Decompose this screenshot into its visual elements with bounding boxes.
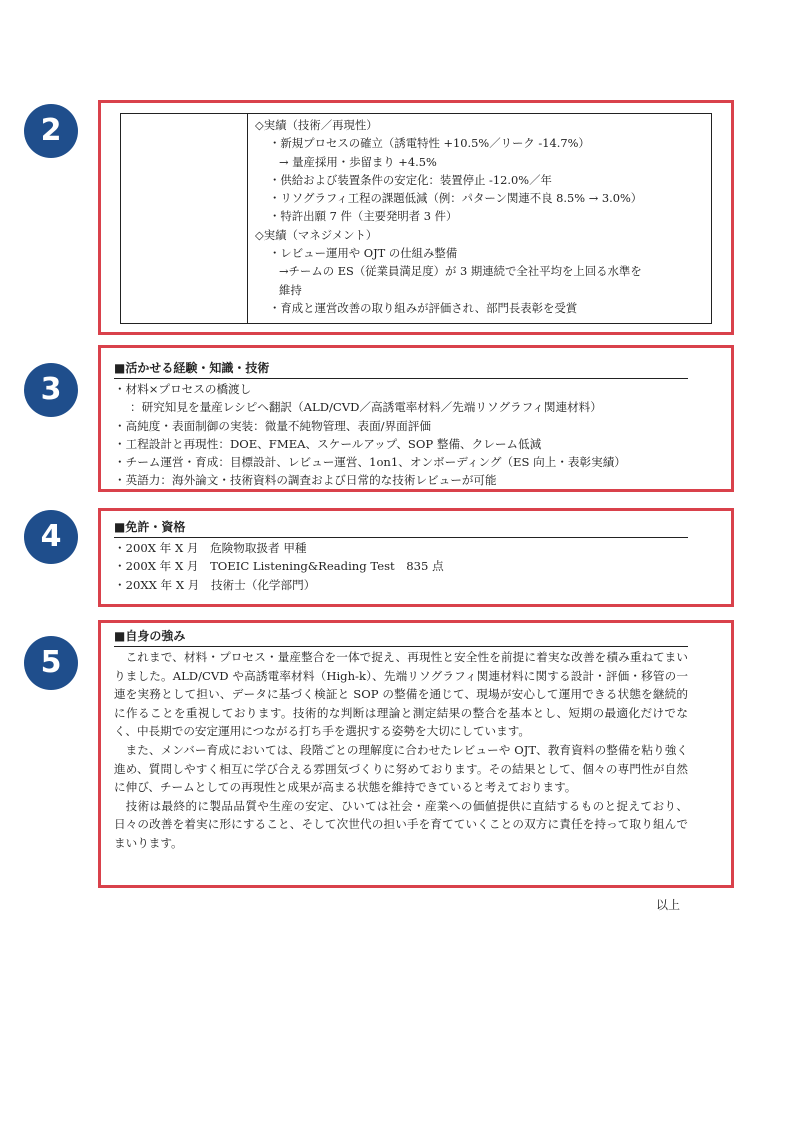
section-number-badge-3: 3 [24,363,78,417]
skills-title: ■活かせる経験・知識・技術 [114,359,688,379]
skill-item: ・チーム運営・育成：目標設計、レビュー運営、1on1、オンボーディング（ES 向上・表彰実績） [114,455,626,470]
achievement-line: →チームの ES（従業員満足度）が 3 期連続で全社平均を上回る水準を [279,264,642,279]
skill-item: ：研究知見を量産レシピへ翻訳（ALD/CVD／高誘電率材料／先端リソグラフィ関連材料） [130,400,602,415]
skill-item: ・高純度・表面制御の実装：微量不純物管理、表面/界面評価 [114,418,431,433]
achievements-cell [255,116,707,317]
achievement-line: ・リソグラフィ工程の課題低減（例：パターン関連不良 8.5% → 3.0%） [269,191,643,206]
strength-paragraph: これまで、材料・プロセス・量産整合を一体で捉え、再現性と安全性を前提に着実な改善を積み重ねてまいりました。ALD/CVD や高誘電率材料（High-k）、先端リソグラフィ関連材料に関する設計・評価・移管の一連を実務として担い、データに基づく検証と SOP の整備を通じて、現場が安心して運用できる状態を継続的に作ることを重視しております。技術的な判断は理論と測定結果の整合を基本とし、短期の最適化だけでなく、中長期での安定運用につながる打ち手を選択する姿勢を大切にしています。 [114,650,688,739]
closing-mark: 以上 [656,898,681,912]
table-column-divider [247,114,248,323]
strength-paragraph: また、メンバー育成においては、段階ごとの理解度に合わせたレビューや OJT、教育資料の整備を粘り強く進め、質問しやすく相互に学び合える雰囲気づくりに努めております。その結果として、個々の専門性が自然に伸び、チームとしての再現性と成果が高まる状態を維持できていると考えております。 [114,742,688,795]
section-number-badge-2: 2 [24,104,78,158]
achievement-line: ・育成と運営改善の取り組みが評価され、部門長表彰を受賞 [269,300,578,315]
license-item: ・200X 年 X 月 危険物取扱者 甲種 [114,541,307,555]
achievement-line: ・供給および装置条件の安定化：装置停止 -12.0%／年 [269,172,552,187]
strengths-section [114,627,688,853]
achievement-line: → 量産採用・歩留まり +4.5% [279,154,437,169]
license-item: ・20XX 年 X 月 技術士（化学部門） [114,577,316,592]
achievement-line: ◇実績（マネジメント） [255,227,378,242]
licenses-section [114,518,688,594]
strengths-title: ■自身の強み [114,627,688,647]
achievement-line: ・新規プロセスの確立（誘電特性 +10.5%／リーク -14.7%） [269,136,590,151]
skills-section [114,359,688,490]
license-item: ・200X 年 X 月 TOEIC Listening&Reading Test 835 点 [114,559,444,574]
section-number-badge-4: 4 [24,510,78,564]
achievement-line: ・レビュー運用や OJT の仕組み整備 [269,246,458,261]
achievement-line: ・特許出願 7 件（主要発明者 3 件） [269,209,458,224]
skill-item: ・材料×プロセスの橋渡し [114,382,252,396]
skill-item: ・英語力：海外論文・技術資料の調査および日常的な技術レビューが可能 [114,473,497,488]
skill-item: ・工程設計と再現性：DOE、FMEA、スケールアップ、SOP 整備、クレーム低減 [114,436,542,451]
strengths-body [114,648,688,853]
achievement-line: ◇実績（技術／再現性） [255,118,378,132]
licenses-title: ■免許・資格 [114,518,688,538]
section-number-badge-5: 5 [24,636,78,690]
achievements-table [120,113,712,324]
achievement-line: 維持 [279,282,302,297]
strength-paragraph: 技術は最終的に製品品質や生産の安定、ひいては社会・産業への価値提供に直結するものと捉えており、日々の改善を着実に形にすること、そして次世代の担い手を育てていくことの双方に責任を持って取り組んでまいります。 [114,798,688,850]
